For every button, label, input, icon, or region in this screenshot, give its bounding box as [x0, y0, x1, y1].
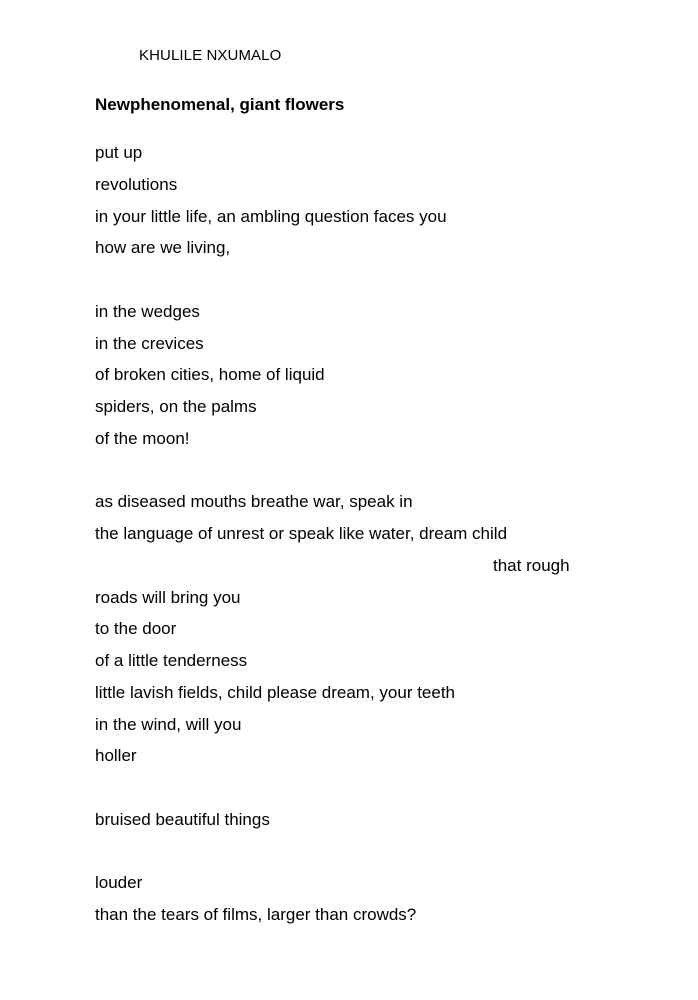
stanza-break — [95, 836, 615, 868]
poem-line: to the door — [95, 619, 177, 639]
poem-title: Newphenomenal, giant flowers — [95, 95, 345, 114]
poem-line: put up — [95, 143, 143, 162]
poem-line: in the crevices — [95, 333, 204, 353]
stanza-5 — [95, 867, 615, 931]
poem-line: of the moon! — [95, 428, 190, 448]
poem-line: spiders, on the palms — [95, 397, 257, 416]
poem-line: roads will bring you — [95, 587, 241, 607]
stanza-2 — [95, 296, 615, 455]
author-name: KHULILE NXUMALO — [139, 47, 282, 64]
poem-line: the language of unrest or speak like water, dream child — [95, 524, 508, 543]
stanza-3 — [95, 486, 615, 772]
poem-line: than the tears of films, larger than crowds? — [95, 905, 417, 924]
stanza-1 — [95, 137, 615, 264]
poem-line: revolutions — [95, 174, 178, 194]
poem-line: in the wind, will you — [95, 714, 242, 734]
poem-line: in the wedges — [95, 301, 200, 321]
stanza-break — [95, 455, 615, 487]
poem-body — [95, 137, 615, 931]
stanza-break — [95, 264, 615, 296]
poem-line: louder — [95, 873, 143, 893]
stanza-break — [95, 772, 615, 804]
poem-line: holler — [95, 746, 137, 766]
poem-line: of broken cities, home of liquid — [95, 365, 325, 385]
poem-line: bruised beautiful things — [95, 809, 270, 829]
poem-line: of a little tenderness — [95, 651, 248, 670]
poem-line: in your little life, an ambling question faces you — [95, 206, 447, 226]
stanza-4 — [95, 804, 615, 836]
poem-line: as diseased mouths breathe war, speak in — [95, 492, 413, 512]
poem-line: how are we living, — [95, 238, 231, 258]
poem-line-indented: that rough — [493, 555, 570, 575]
poem-line: little lavish fields, child please dream, your teeth — [95, 682, 456, 702]
